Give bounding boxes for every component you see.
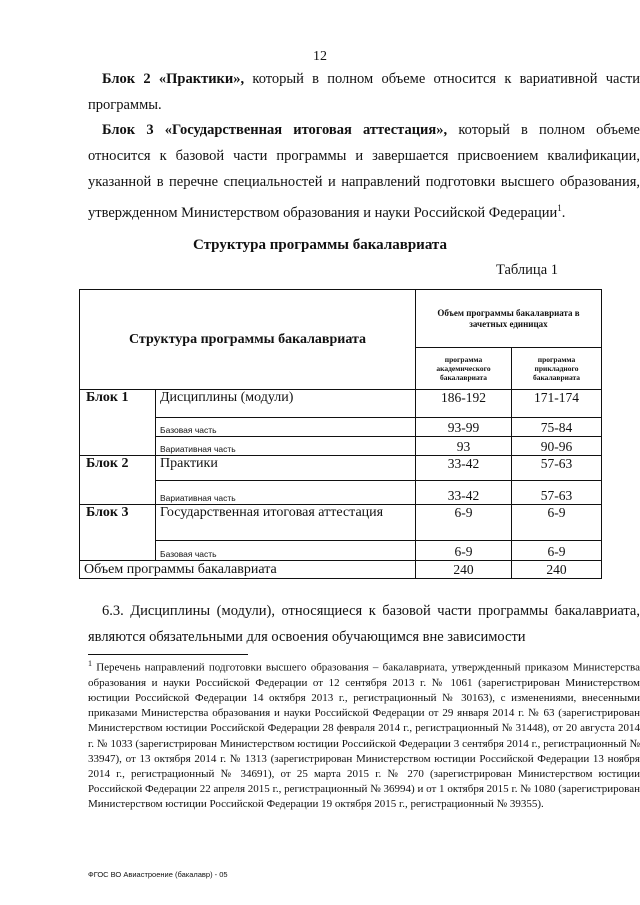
paragraph-block2 bbox=[88, 66, 640, 118]
footnote-reference: 1 bbox=[557, 203, 562, 213]
table-row bbox=[80, 541, 602, 561]
header-structure: Структура программы бакалавриата bbox=[80, 290, 416, 390]
block1-academic: 186-192 bbox=[416, 390, 512, 418]
block2-label: Блок 2 bbox=[80, 456, 156, 505]
page-number: 12 bbox=[313, 49, 327, 64]
paragraph-block2-text: который в полном объеме относится к вариативной части программы. bbox=[88, 71, 640, 113]
block2-var-applied: 57-63 bbox=[512, 481, 602, 505]
footnote bbox=[88, 656, 640, 813]
block3-label: Блок 3 bbox=[80, 505, 156, 561]
table-title: Структура программы бакалавриата bbox=[193, 237, 447, 253]
footnote-text: Перечень направлений подготовки высшего образования – бакалавриата, утвержденный приказом Министерства образования и науки Российской Федерации от 12 сентября 2013 г. № 1061 (зарегистрирован Министерством юстиции Российской Федерации 14 октября 2013 г., регистрационный № 30163), с изменениями, внесенными приказами Министерства образования и науки Российской Федерации от 29 января 2014 г. № 63 (зарегистрирован Министерством юстиции Российской Федерации 28 февраля 2014 г., регистрационный № 31448), от 20 августа 2014 г. № 1033 (зарегистрирован Министерством юстиции Российской Федерации 3 сентября 2014 г., регистрационный № 33947), от 13 октября 2014 г. № 1313 (зарегистрирован Министерством юстиции Российской Федерации 13 ноября 2014 г., регистрационный № 34691), от 25 марта 2015 г. № 270 (зарегистрирован Министерством юстиции Российской Федерации 22 апреля 2015 г., регистрационный № 36994) и от 1 октября 2015 г. № 1080 (зарегистрирован Министерством юстиции Российской Федерации 19 октября 2015 г., регистрационный № 39355). bbox=[88, 661, 640, 811]
block3-base-academic: 6-9 bbox=[416, 541, 512, 561]
block1-var-name: Вариативная часть bbox=[156, 437, 416, 456]
block1-applied: 171-174 bbox=[512, 390, 602, 418]
block1-var-applied: 90-96 bbox=[512, 437, 602, 456]
block2-var-name: Вариативная часть bbox=[156, 481, 416, 505]
header-academic: программа академического бакалавриата bbox=[416, 348, 512, 390]
total-academic: 240 bbox=[416, 561, 512, 579]
block1-base-academic: 93-99 bbox=[416, 418, 512, 437]
header-applied: программа прикладного бакалавриата bbox=[512, 348, 602, 390]
table-row bbox=[80, 390, 602, 418]
block3-academic: 6-9 bbox=[416, 505, 512, 541]
block1-label: Блок 1 bbox=[80, 390, 156, 456]
paragraph-block2-bold: Блок 2 «Практики», bbox=[102, 71, 245, 87]
total-applied: 240 bbox=[512, 561, 602, 579]
block1-base-applied: 75-84 bbox=[512, 418, 602, 437]
total-name: Объем программы бакалавриата bbox=[80, 561, 416, 579]
table-total-row bbox=[80, 561, 602, 579]
table-row bbox=[80, 418, 602, 437]
table-row bbox=[80, 437, 602, 456]
block2-var-academic: 33-42 bbox=[416, 481, 512, 505]
block3-name: Государственная итоговая аттестация bbox=[156, 505, 416, 541]
footnote-divider bbox=[88, 654, 248, 655]
block2-academic: 33-42 bbox=[416, 456, 512, 481]
block1-base-name: Базовая часть bbox=[156, 418, 416, 437]
paragraph-block3 bbox=[88, 117, 640, 226]
table-row bbox=[80, 456, 602, 481]
block2-name: Практики bbox=[156, 456, 416, 481]
block3-base-name: Базовая часть bbox=[156, 541, 416, 561]
table-header-row bbox=[80, 290, 602, 348]
document-footer: ФГОС ВО Авиастроение (бакалавр) - 05 bbox=[88, 870, 228, 879]
block2-applied: 57-63 bbox=[512, 456, 602, 481]
paragraph-block3-end: . bbox=[561, 204, 566, 221]
program-structure-table bbox=[79, 289, 602, 579]
paragraph-block3-text: который в полном объеме относится к базовой части программы и завершается присвоением квалификации, указанной в перечне специальностей и направлений подготовки высшего образования, утвержденном Министерством образования и науки Российской Федерации bbox=[88, 122, 640, 221]
footnote-mark: 1 bbox=[88, 659, 92, 668]
block3-applied: 6-9 bbox=[512, 505, 602, 541]
paragraph-6-3: 6.3. Дисциплины (модули), относящиеся к базовой части программы бакалавриата, являются обязательными для освоения обучающимся вне зависимости bbox=[88, 603, 640, 645]
block3-base-applied: 6-9 bbox=[512, 541, 602, 561]
table-row bbox=[80, 505, 602, 541]
table-row bbox=[80, 481, 602, 505]
block1-name: Дисциплины (модули) bbox=[156, 390, 416, 418]
paragraph-block3-bold: Блок 3 «Государственная итоговая аттестация», bbox=[102, 122, 448, 138]
header-volume: Объем программы бакалавриата в зачетных единицах bbox=[416, 290, 602, 348]
block1-var-academic: 93 bbox=[416, 437, 512, 456]
table-number: Таблица 1 bbox=[495, 262, 558, 278]
